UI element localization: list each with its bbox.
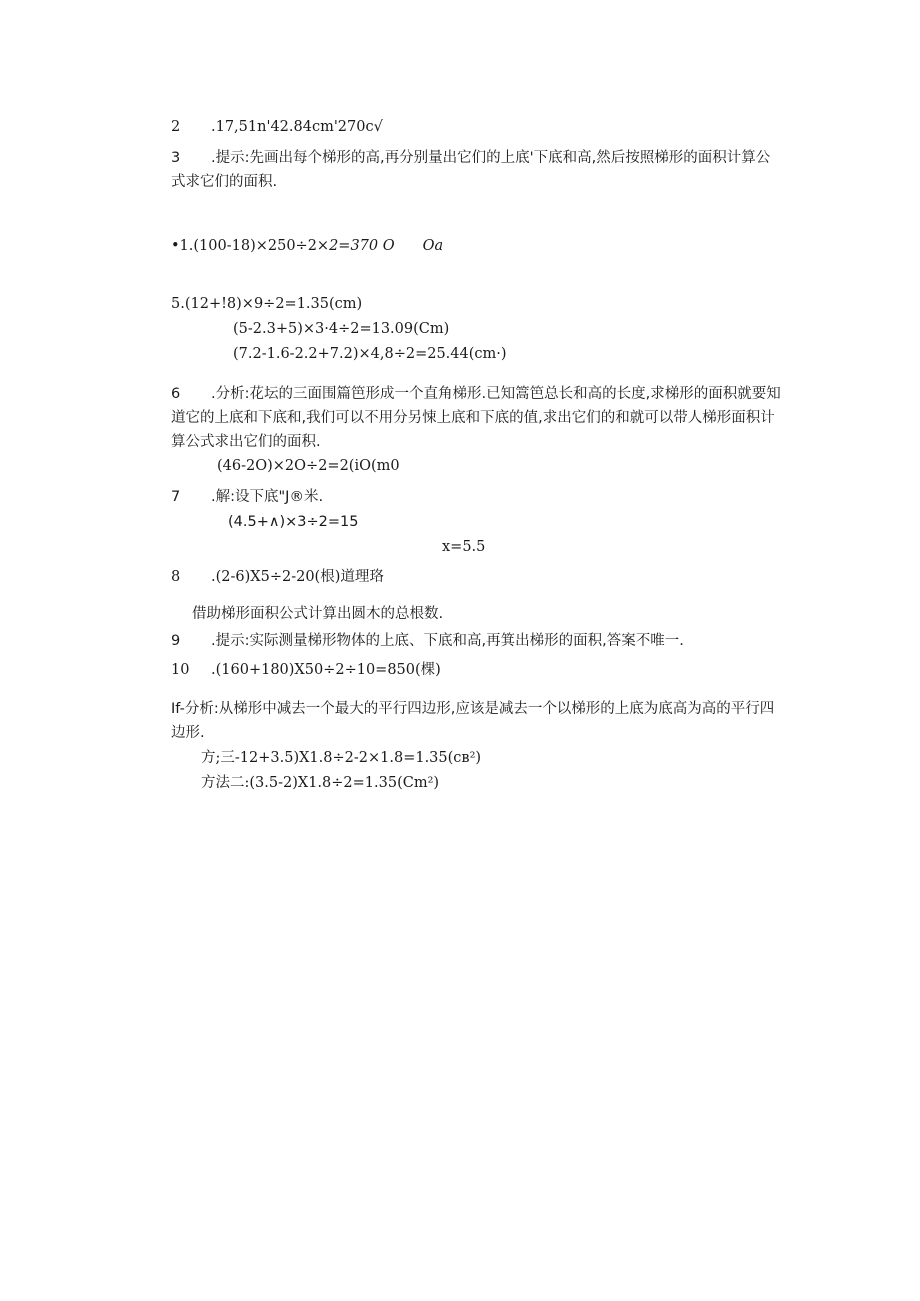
item-text: .提示:实际测量梯形物体的上底、下底和高,再箕出梯形的面积,答案不唯一.: [211, 633, 684, 649]
answer-7-equation: [228, 512, 359, 532]
answer-7-solution: [442, 537, 485, 557]
item-text: .(160+180)X50÷2÷10=850(棵): [211, 662, 441, 678]
item-text: x=5.5: [442, 539, 486, 555]
item-number: 9: [171, 633, 181, 649]
item-number: 6: [171, 386, 181, 402]
item-text: 方;三-12+3.5)X1.8÷2-2×1.8=1.35(cв²): [201, 750, 482, 766]
item-number: 3: [171, 150, 181, 166]
item-number: 10: [171, 662, 190, 678]
item-text-italic-tail: Oa: [422, 238, 444, 254]
item-text: (4.5+∧)×3÷2=15: [228, 514, 359, 530]
item-text: If-分析:从梯形中减去一个最大的平行四边形,应该是减去一个以梯形的上底为底高为高的平行四边形.: [171, 701, 775, 741]
item-text: .提示:先画出每个梯形的高,再分别量出它们的上底'下底和高,然后按照梯形的面积计算公式求它们的面积.: [171, 150, 771, 190]
item-text: 5.(12+!8)×9÷2=1.35(cm): [171, 296, 363, 312]
answer-11-method-2: [201, 773, 439, 793]
answer-10: [171, 660, 441, 680]
item-text: .分析:花坛的三面围篇笆形成一个直角梯形.已知篙笆总长和高的长度,求梯形的面积就要知道它的上底和下底和,我们可以不用分另悚上底和下底的值,求出它们的和就可以带人梯形面积计算公式求出它们的面积.: [171, 386, 781, 450]
item-text: (7.2-1.6-2.2+7.2)×4,8÷2=25.44(cm·): [233, 346, 507, 362]
item-text: (5-2.3+5)×3·4÷2=13.09(Cm): [233, 321, 450, 337]
item-number: 2: [171, 119, 181, 135]
answer-3: [171, 146, 781, 194]
answer-8: [171, 567, 384, 587]
item-text: •1.(100-18)×250÷2×: [171, 238, 330, 254]
answer-8-note: [192, 604, 443, 624]
answer-6: [171, 382, 781, 454]
item-number: 8: [171, 569, 181, 585]
item-number: 7: [171, 489, 181, 505]
item-text: .(2-6)X5÷2-20(根)道理珞: [211, 569, 384, 585]
item-text: .17,51n'42.84cm'270c√: [211, 119, 383, 135]
answer-5: [171, 294, 362, 314]
answer-5-line-2: [233, 319, 449, 339]
item-text-italic: 2=370 O: [329, 238, 395, 254]
answer-9: [171, 631, 684, 651]
item-text: 方法二:(3.5-2)X1.8÷2=1.35(Cm²): [201, 775, 440, 791]
item-text: 借助梯形面积公式计算出圆木的总根数.: [192, 606, 444, 622]
answer-11: [171, 697, 781, 745]
item-text: (46-2O)×2O÷2=2(iO(m0: [217, 458, 400, 474]
answer-2: [171, 117, 383, 137]
answer-7: [171, 487, 323, 507]
answer-11-method-1: [201, 748, 481, 768]
answer-4: [171, 236, 443, 256]
answer-6-formula: [217, 456, 400, 476]
answer-5-line-3: [233, 344, 507, 364]
item-text: .解:设下底"J®米.: [211, 489, 324, 505]
